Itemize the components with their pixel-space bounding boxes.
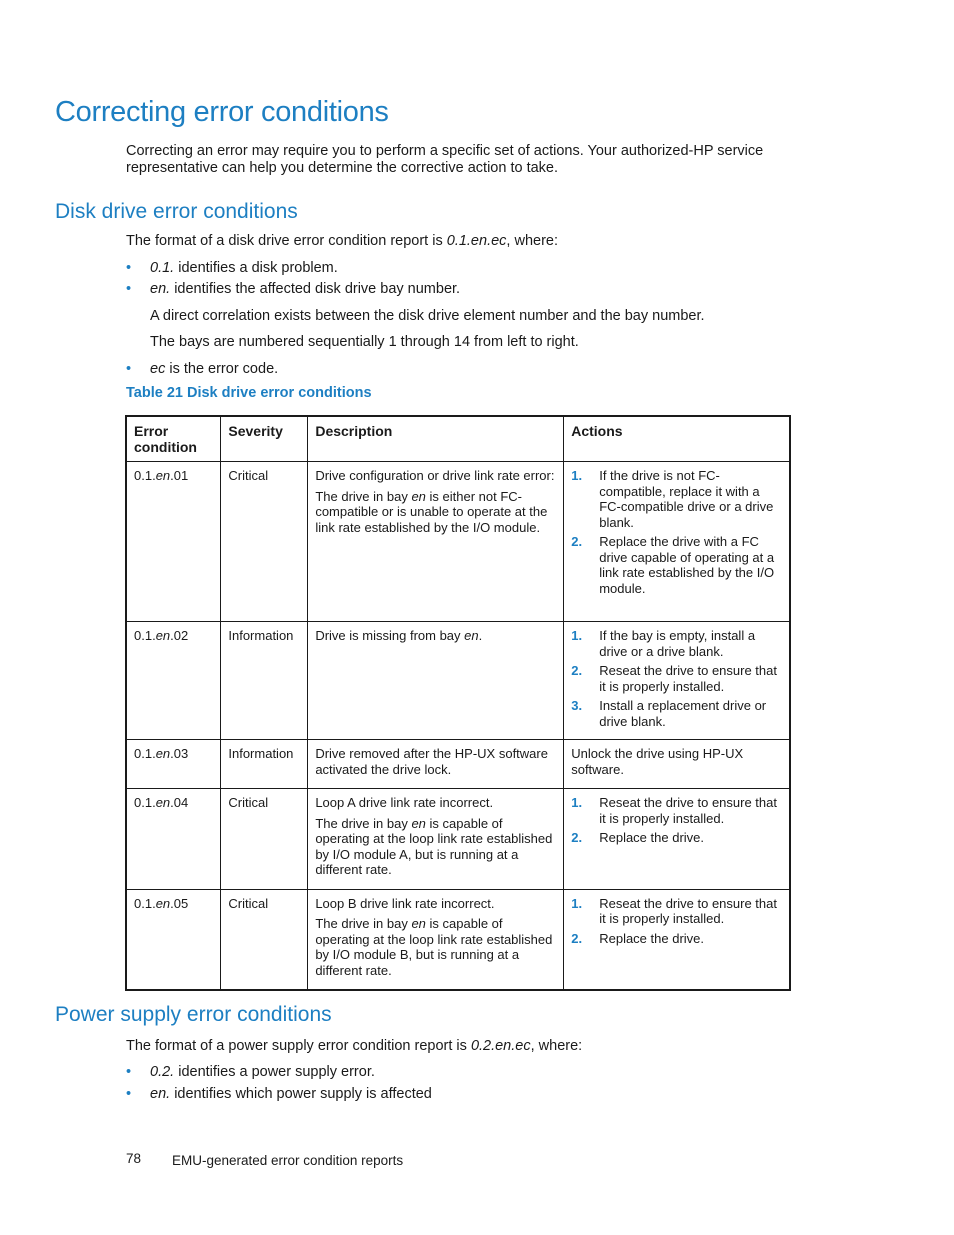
format-code: 0.2.en.ec xyxy=(470,1038,531,1054)
power-format-sentence xyxy=(126,1038,582,1055)
action-step: 1. If the drive is not FC-compatible, replace it with a FC-compatible drive or a drive blank. xyxy=(571,468,774,530)
footer-chapter-title: EMU-generated error condition reports xyxy=(172,1153,404,1168)
action-step: 2. Replace the drive. xyxy=(571,930,704,946)
header-actions: Actions xyxy=(564,416,790,462)
format-code: 0.1.en.ec xyxy=(446,233,507,249)
description-cell: Loop B drive link rate incorrect. The drive in bay en is capable of operating at the loop link rate established by I/O module B, but is running at a different rate. xyxy=(308,889,564,990)
action-step: 3. Install a replacement drive or drive blank. xyxy=(571,698,767,729)
bay-correlation-note: A direct correlation exists between the disk drive element number and the bay number. xyxy=(150,308,705,324)
power-section-heading: Power supply error conditions xyxy=(55,1003,332,1026)
header-description: Description xyxy=(308,416,564,462)
disk-format-sentence xyxy=(126,233,558,250)
table-header-row xyxy=(126,416,790,462)
header-severity: Severity xyxy=(221,416,308,462)
format-post: , where: xyxy=(530,1038,583,1054)
description-cell: Drive removed after the HP-UX software activated the drive lock. xyxy=(308,740,564,789)
actions-cell xyxy=(564,889,790,990)
page-title: Correcting error conditions xyxy=(55,96,389,128)
description-cell: Drive configuration or drive link rate error: The drive in bay en is either not FC-compatible or is unable to operate at the link rate established by the I/O module. xyxy=(308,462,564,622)
disk-section-heading: Disk drive error conditions xyxy=(55,200,298,223)
table-row xyxy=(126,789,790,890)
page-number: 78 xyxy=(126,1151,142,1166)
error-code-cell: 0.1.en.04 xyxy=(126,789,221,890)
bullet-icon: • xyxy=(126,281,132,297)
bullet-text: identifies a disk problem. xyxy=(174,260,338,276)
bullet-term: 0.1. xyxy=(150,260,175,276)
format-post: , where: xyxy=(506,233,559,249)
severity-cell: Critical xyxy=(221,462,308,622)
table-row xyxy=(126,889,790,990)
action-step: 1. Reseat the drive to ensure that it is properly installed. xyxy=(571,795,777,826)
severity-cell: Information xyxy=(221,622,308,740)
bay-numbering-note: The bays are numbered sequentially 1 through 14 from left to right. xyxy=(150,334,579,350)
error-code-cell: 0.1.en.01 xyxy=(126,462,221,622)
bullet-term: ec xyxy=(150,361,166,377)
power-bullet-1 xyxy=(126,1064,375,1081)
error-code-cell: 0.1.en.03 xyxy=(126,740,221,789)
table-row xyxy=(126,462,790,622)
severity-cell: Information xyxy=(221,740,308,789)
action-step: 1. Reseat the drive to ensure that it is properly installed. xyxy=(571,895,777,926)
format-pre: The format of a disk drive error condition report is xyxy=(126,233,447,249)
actions-cell: Unlock the drive using HP-UX software. xyxy=(564,740,790,789)
error-code-cell: 0.1.en.02 xyxy=(126,622,221,740)
action-step: 2. Replace the drive with a FC drive capable of operating at a link rate established by the I/O module. xyxy=(571,534,775,596)
bullet-icon: • xyxy=(126,260,132,276)
bullet-text: identifies a power supply error. xyxy=(174,1064,375,1080)
actions-cell xyxy=(564,462,790,622)
actions-cell xyxy=(564,789,790,890)
disk-error-table xyxy=(125,415,791,991)
format-pre: The format of a power supply error condition report is xyxy=(126,1038,471,1054)
error-code-cell: 0.1.en.05 xyxy=(126,889,221,990)
power-bullet-2 xyxy=(126,1086,432,1103)
disk-bullet-3 xyxy=(126,361,278,378)
bullet-text: identifies which power supply is affected xyxy=(170,1086,432,1102)
disk-bullet-1 xyxy=(126,260,338,277)
description-cell: Loop A drive link rate incorrect. The drive in bay en is capable of operating at the loop link rate established by I/O module A, but is running at a different rate. xyxy=(308,789,564,890)
bullet-icon: • xyxy=(126,1086,132,1102)
bullet-icon: • xyxy=(126,1064,132,1080)
intro-paragraph: Correcting an error may require you to perform a specific set of actions. Your authorized-HP service representative can help you determine the corrective action to take. xyxy=(126,143,764,176)
bullet-term: en. xyxy=(150,1086,171,1102)
table-row xyxy=(126,622,790,740)
description-cell: Drive is missing from bay en. xyxy=(308,622,564,740)
bullet-term: 0.2. xyxy=(150,1064,175,1080)
actions-cell xyxy=(564,622,790,740)
bullet-text: identifies the affected disk drive bay number. xyxy=(170,281,461,297)
table-caption: Table 21 Disk drive error conditions xyxy=(126,385,372,401)
header-error-condition: Error condition xyxy=(126,416,221,462)
bullet-term: en. xyxy=(150,281,171,297)
action-step: 2. Reseat the drive to ensure that it is properly installed. xyxy=(571,663,777,694)
severity-cell: Critical xyxy=(221,889,308,990)
action-step: 2. Replace the drive. xyxy=(571,830,704,845)
table-row xyxy=(126,740,790,789)
bullet-text: is the error code. xyxy=(165,361,279,377)
severity-cell: Critical xyxy=(221,789,308,890)
action-step: 1. If the bay is empty, install a drive or a drive blank. xyxy=(571,628,756,659)
disk-bullet-2 xyxy=(126,281,460,298)
bullet-icon: • xyxy=(126,361,132,377)
